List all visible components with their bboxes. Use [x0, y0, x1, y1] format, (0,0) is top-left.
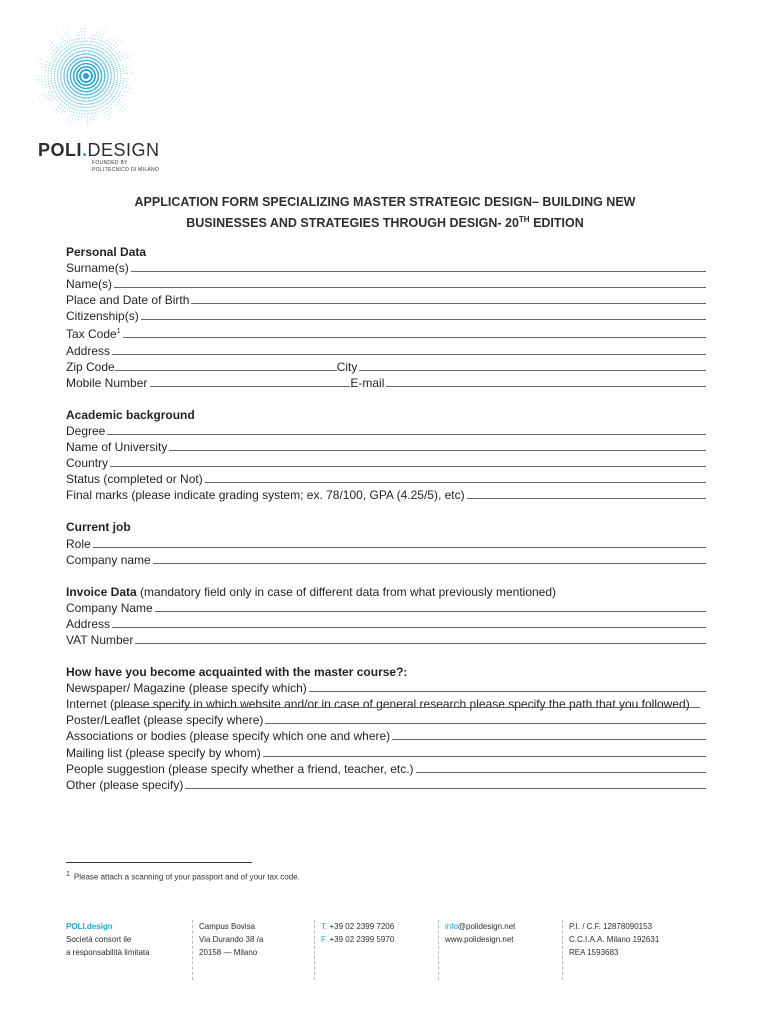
application-form	[66, 244, 706, 793]
job-heading: Current job	[66, 520, 131, 535]
internet-label: Internet (please specify in which website and/or in case of general research please specify the path that you followed)	[66, 697, 690, 712]
founded-by	[92, 160, 159, 174]
citizenship-field[interactable]	[66, 308, 706, 324]
zip-label: Zip Code	[66, 359, 115, 374]
other-field[interactable]	[66, 777, 706, 793]
invoice-address-label: Address	[66, 616, 111, 631]
footer-org-line3: a responsabilità limitata	[66, 948, 150, 957]
people-line[interactable]	[416, 762, 706, 773]
associations-label: Associations or bodies (please specify which one and where)	[66, 729, 391, 744]
country-field[interactable]	[66, 455, 706, 471]
footer-tel[interactable]	[321, 920, 394, 933]
footnote-text: Please attach a scanning of your passport and of your tax code.	[73, 872, 300, 882]
surname-field[interactable]	[66, 260, 706, 276]
university-label: Name of University	[66, 440, 168, 455]
footer-campus-line1: Campus Bovisa	[199, 922, 256, 931]
fax-number: +39 02 2399 5970	[329, 935, 395, 944]
surname-label: Surname(s)	[66, 261, 129, 276]
brand-right: DESIGN	[87, 140, 160, 160]
invoice-company-line[interactable]	[155, 601, 706, 612]
marks-label: Final marks (please indicate grading system; ex. 78/100, GPA (4.25/5), etc)	[66, 488, 465, 503]
company-label: Company name	[66, 552, 151, 567]
mobile-email-field[interactable]	[66, 375, 706, 391]
university-field[interactable]	[66, 439, 706, 455]
invoice-company-field[interactable]	[66, 600, 706, 616]
footnote-number: 1	[66, 871, 70, 878]
vat-field[interactable]	[66, 632, 706, 648]
citizenship-label: Citizenship(s)	[66, 309, 139, 324]
brand-left: POLI	[38, 140, 83, 160]
footer-campus-line3: 20158 — Milano	[199, 948, 258, 957]
invoice-heading	[66, 584, 706, 600]
address-line[interactable]	[112, 344, 706, 355]
status-label: Status (completed or Not)	[66, 472, 203, 487]
brand-name	[38, 140, 160, 161]
personal-heading: Personal Data	[66, 245, 147, 259]
academic-heading: Academic background	[66, 407, 195, 422]
mailing-line[interactable]	[263, 746, 706, 757]
mobile-line[interactable]	[150, 376, 350, 387]
title-line1: APPLICATION FORM SPECIALIZING MASTER STRATEGIC DESIGN– BUILDING NEW	[134, 195, 636, 209]
footer-cciaa: C.C.I.A.A. Milano 192631	[569, 935, 660, 944]
founded-line2: POLITECNICO DI MILANO	[92, 167, 160, 173]
brand-dot: .	[82, 140, 88, 160]
zip-city-field[interactable]	[66, 359, 706, 375]
citizenship-line[interactable]	[141, 309, 706, 320]
role-label: Role	[66, 536, 91, 551]
company-field[interactable]	[66, 552, 706, 568]
city-label: City	[336, 359, 358, 374]
address-label: Address	[66, 343, 111, 358]
title-line2	[60, 211, 710, 232]
invoice-company-label: Company Name	[66, 600, 153, 615]
footer-registry	[562, 920, 659, 980]
footer-campus	[192, 920, 263, 980]
footer-org-name: POLI.design	[66, 922, 113, 931]
footer-org-line2: Società consort ile	[66, 935, 132, 944]
other-label: Other (please specify)	[66, 777, 184, 792]
degree-field[interactable]	[66, 423, 706, 439]
footer-contacts	[438, 920, 515, 980]
poster-field[interactable]	[66, 712, 706, 728]
vat-line[interactable]	[135, 633, 706, 644]
footer-org	[66, 920, 150, 980]
footer-phones	[314, 920, 394, 980]
zip-line[interactable]	[115, 360, 337, 371]
document-title	[60, 193, 710, 232]
address-field[interactable]	[66, 343, 706, 359]
email-suffix: @polidesign.net	[457, 922, 516, 931]
logo-burst-icon	[28, 20, 148, 140]
internet-field[interactable]	[66, 696, 706, 712]
role-field[interactable]	[66, 536, 706, 552]
marks-line[interactable]	[467, 488, 706, 499]
title-line2-suffix: EDITION	[529, 216, 584, 231]
internet-line[interactable]	[120, 697, 700, 708]
country-line[interactable]	[110, 456, 706, 467]
invoice-heading-text: Invoice Data	[66, 584, 137, 599]
poster-line[interactable]	[265, 713, 706, 724]
people-field[interactable]	[66, 761, 706, 777]
birth-label: Place and Date of Birth	[66, 293, 190, 308]
footer-rea: REA 1593683	[569, 948, 619, 957]
invoice-address-field[interactable]	[66, 616, 706, 632]
birth-field[interactable]	[66, 292, 706, 308]
tax-code-footnote-ref: 1	[116, 328, 121, 336]
poster-label: Poster/Leaflet (please specify where)	[66, 713, 264, 728]
tax-code-field[interactable]	[66, 324, 706, 342]
invoice-note: (mandatory field only in case of different data from what previously mentioned)	[136, 584, 557, 599]
tel-label: T.	[321, 922, 328, 931]
footer-website[interactable]: www.polidesign.net	[445, 935, 514, 944]
associations-field[interactable]	[66, 728, 706, 744]
degree-line[interactable]	[107, 424, 706, 435]
people-label: People suggestion (please specify whether a friend, teacher, etc.)	[66, 761, 414, 776]
birth-line[interactable]	[191, 293, 706, 304]
newspaper-field[interactable]	[66, 680, 706, 696]
footer-fax	[321, 933, 394, 946]
city-line[interactable]	[359, 360, 706, 371]
university-line[interactable]	[169, 440, 706, 451]
tax-code-label	[66, 324, 121, 342]
footer-email[interactable]	[445, 920, 515, 933]
role-line[interactable]	[93, 537, 706, 548]
degree-label: Degree	[66, 423, 106, 438]
vat-label: VAT Number	[66, 632, 134, 647]
names-label: Name(s)	[66, 277, 113, 292]
footnote-divider	[66, 862, 252, 863]
associations-line[interactable]	[392, 729, 706, 740]
email-prefix: info	[445, 922, 458, 931]
email-label: E-mail	[350, 375, 385, 390]
names-line[interactable]	[114, 277, 706, 288]
email-line[interactable]	[386, 376, 706, 387]
fax-label: F.	[321, 935, 328, 944]
mobile-label: Mobile Number	[66, 375, 148, 390]
footnote	[66, 871, 300, 882]
tax-code-text: Tax Code	[66, 327, 117, 342]
title-sup: TH	[518, 215, 530, 224]
founded-line1: FOUNDED BY	[92, 160, 128, 166]
mailing-field[interactable]	[66, 745, 706, 761]
acquainted-heading: How have you become acquainted with the master course?:	[66, 665, 408, 680]
status-field[interactable]	[66, 471, 706, 487]
title-line2-prefix: BUSINESSES AND STRATEGIES THROUGH DESIGN- 20	[186, 216, 519, 231]
footer-campus-line2: Via Durando 38 /a	[199, 935, 264, 944]
tax-code-line[interactable]	[123, 327, 706, 338]
marks-field[interactable]	[66, 487, 706, 503]
footer-vat: P.I. / C.F. 12878090153	[569, 922, 653, 931]
country-label: Country	[66, 456, 109, 471]
invoice-address-line[interactable]	[112, 617, 706, 628]
status-line[interactable]	[205, 472, 706, 483]
newspaper-line[interactable]	[309, 681, 706, 692]
tel-number: +39 02 2399 7206	[329, 922, 395, 931]
names-field[interactable]	[66, 276, 706, 292]
surname-line[interactable]	[131, 261, 706, 272]
mailing-label: Mailing list (please specify by whom)	[66, 745, 261, 760]
company-line[interactable]	[153, 553, 706, 564]
newspaper-label: Newspaper/ Magazine (please specify which)	[66, 681, 307, 696]
other-line[interactable]	[185, 778, 706, 789]
